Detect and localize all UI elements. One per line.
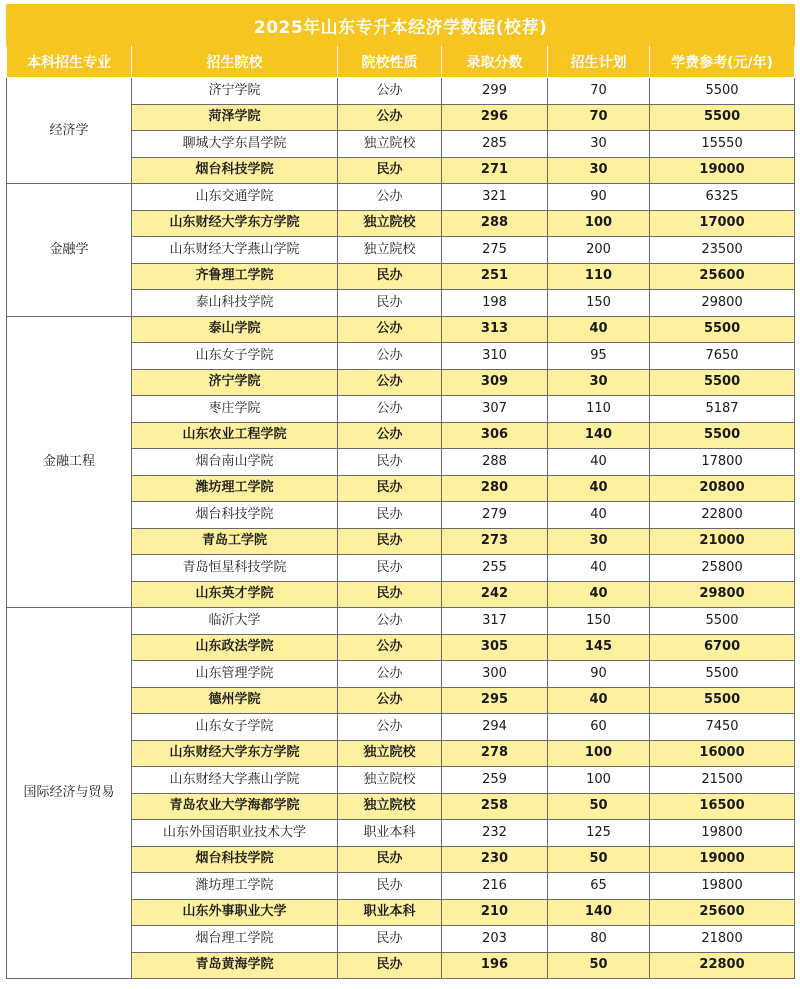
fee-cell: 22800 (650, 502, 795, 529)
score-cell: 313 (442, 316, 548, 343)
plan-cell: 95 (548, 343, 650, 370)
type-cell: 民办 (338, 449, 442, 476)
column-header-type: 院校性质 (338, 46, 442, 78)
fee-cell: 22800 (650, 952, 795, 979)
plan-cell: 50 (548, 793, 650, 820)
type-cell: 独立院校 (338, 767, 442, 794)
score-cell: 305 (442, 634, 548, 661)
score-cell: 255 (442, 555, 548, 582)
school-cell: 山东管理学院 (132, 661, 338, 688)
fee-cell: 5500 (650, 104, 795, 131)
score-cell: 321 (442, 184, 548, 211)
fee-cell: 20800 (650, 475, 795, 502)
school-cell: 山东交通学院 (132, 184, 338, 211)
fee-cell: 25600 (650, 263, 795, 290)
type-cell: 公办 (338, 422, 442, 449)
type-cell: 公办 (338, 608, 442, 635)
type-cell: 独立院校 (338, 210, 442, 237)
school-cell: 山东财经大学燕山学院 (132, 767, 338, 794)
type-cell: 公办 (338, 184, 442, 211)
plan-cell: 65 (548, 873, 650, 900)
fee-cell: 23500 (650, 237, 795, 264)
type-cell: 公办 (338, 714, 442, 741)
header-row (7, 46, 795, 78)
fee-cell: 19800 (650, 873, 795, 900)
score-cell: 203 (442, 926, 548, 953)
column-header-score: 录取分数 (442, 46, 548, 78)
type-cell: 独立院校 (338, 740, 442, 767)
type-cell: 民办 (338, 475, 442, 502)
plan-cell: 40 (548, 581, 650, 608)
plan-cell: 125 (548, 820, 650, 847)
school-cell: 山东英才学院 (132, 581, 338, 608)
fee-cell: 5500 (650, 316, 795, 343)
score-cell: 271 (442, 157, 548, 184)
fee-cell: 19000 (650, 846, 795, 873)
fee-cell: 25600 (650, 899, 795, 926)
plan-cell: 140 (548, 899, 650, 926)
score-cell: 275 (442, 237, 548, 264)
score-cell: 259 (442, 767, 548, 794)
school-cell: 青岛黄海学院 (132, 952, 338, 979)
type-cell: 独立院校 (338, 131, 442, 158)
school-cell: 山东外事职业大学 (132, 899, 338, 926)
school-cell: 山东女子学院 (132, 714, 338, 741)
type-cell: 公办 (338, 78, 442, 105)
score-cell: 278 (442, 740, 548, 767)
plan-cell: 30 (548, 157, 650, 184)
fee-cell: 5500 (650, 608, 795, 635)
score-cell: 288 (442, 210, 548, 237)
school-cell: 枣庄学院 (132, 396, 338, 423)
fee-cell: 5500 (650, 422, 795, 449)
type-cell: 公办 (338, 661, 442, 688)
type-cell: 公办 (338, 369, 442, 396)
fee-cell: 21000 (650, 528, 795, 555)
major-cell: 金融工程 (7, 316, 132, 608)
score-cell: 196 (442, 952, 548, 979)
type-cell: 民办 (338, 290, 442, 317)
fee-cell: 5500 (650, 369, 795, 396)
fee-cell: 5500 (650, 661, 795, 688)
school-cell: 烟台理工学院 (132, 926, 338, 953)
type-cell: 独立院校 (338, 237, 442, 264)
title-row (7, 5, 795, 46)
type-cell: 公办 (338, 343, 442, 370)
type-cell: 公办 (338, 104, 442, 131)
column-header-school: 招生院校 (132, 46, 338, 78)
table-body (7, 78, 795, 979)
score-cell: 273 (442, 528, 548, 555)
plan-cell: 70 (548, 104, 650, 131)
plan-cell: 50 (548, 846, 650, 873)
school-cell: 烟台科技学院 (132, 157, 338, 184)
column-header-major: 本科招生专业 (7, 46, 132, 78)
plan-cell: 140 (548, 422, 650, 449)
score-cell: 295 (442, 687, 548, 714)
type-cell: 民办 (338, 926, 442, 953)
plan-cell: 80 (548, 926, 650, 953)
plan-cell: 60 (548, 714, 650, 741)
plan-cell: 200 (548, 237, 650, 264)
fee-cell: 6325 (650, 184, 795, 211)
fee-cell: 29800 (650, 581, 795, 608)
plan-cell: 100 (548, 767, 650, 794)
plan-cell: 70 (548, 78, 650, 105)
fee-cell: 5500 (650, 687, 795, 714)
school-cell: 山东农业工程学院 (132, 422, 338, 449)
score-cell: 232 (442, 820, 548, 847)
type-cell: 民办 (338, 581, 442, 608)
school-cell: 齐鲁理工学院 (132, 263, 338, 290)
school-cell: 潍坊理工学院 (132, 475, 338, 502)
admission-table (6, 4, 795, 979)
type-cell: 民办 (338, 873, 442, 900)
type-cell: 民办 (338, 157, 442, 184)
score-cell: 300 (442, 661, 548, 688)
type-cell: 民办 (338, 502, 442, 529)
plan-cell: 40 (548, 475, 650, 502)
school-cell: 山东政法学院 (132, 634, 338, 661)
table-title: 2025年山东专升本经济学数据(校荐) (7, 5, 795, 46)
plan-cell: 110 (548, 396, 650, 423)
column-header-plan: 招生计划 (548, 46, 650, 78)
type-cell: 职业本科 (338, 899, 442, 926)
type-cell: 职业本科 (338, 820, 442, 847)
fee-cell: 5500 (650, 78, 795, 105)
score-cell: 294 (442, 714, 548, 741)
fee-cell: 7650 (650, 343, 795, 370)
type-cell: 民办 (338, 555, 442, 582)
major-cell: 经济学 (7, 78, 132, 184)
score-cell: 258 (442, 793, 548, 820)
plan-cell: 40 (548, 449, 650, 476)
major-cell: 国际经济与贸易 (7, 608, 132, 979)
column-header-fee: 学费参考(元/年) (650, 46, 795, 78)
plan-cell: 145 (548, 634, 650, 661)
plan-cell: 150 (548, 608, 650, 635)
school-cell: 济宁学院 (132, 78, 338, 105)
plan-cell: 110 (548, 263, 650, 290)
fee-cell: 5187 (650, 396, 795, 423)
school-cell: 临沂大学 (132, 608, 338, 635)
score-cell: 216 (442, 873, 548, 900)
plan-cell: 90 (548, 661, 650, 688)
school-cell: 山东财经大学燕山学院 (132, 237, 338, 264)
school-cell: 山东财经大学东方学院 (132, 740, 338, 767)
type-cell: 民办 (338, 846, 442, 873)
school-cell: 烟台科技学院 (132, 502, 338, 529)
school-cell: 青岛农业大学海都学院 (132, 793, 338, 820)
fee-cell: 21800 (650, 926, 795, 953)
score-cell: 230 (442, 846, 548, 873)
plan-cell: 150 (548, 290, 650, 317)
fee-cell: 7450 (650, 714, 795, 741)
score-cell: 299 (442, 78, 548, 105)
school-cell: 青岛恒星科技学院 (132, 555, 338, 582)
score-cell: 210 (442, 899, 548, 926)
fee-cell: 25800 (650, 555, 795, 582)
type-cell: 公办 (338, 316, 442, 343)
school-cell: 潍坊理工学院 (132, 873, 338, 900)
table-row (7, 184, 795, 211)
score-cell: 279 (442, 502, 548, 529)
fee-cell: 21500 (650, 767, 795, 794)
score-cell: 310 (442, 343, 548, 370)
school-cell: 聊城大学东昌学院 (132, 131, 338, 158)
plan-cell: 30 (548, 369, 650, 396)
type-cell: 民办 (338, 263, 442, 290)
type-cell: 公办 (338, 687, 442, 714)
plan-cell: 40 (548, 316, 650, 343)
type-cell: 公办 (338, 634, 442, 661)
fee-cell: 17000 (650, 210, 795, 237)
school-cell: 山东外国语职业技术大学 (132, 820, 338, 847)
school-cell: 泰山科技学院 (132, 290, 338, 317)
score-cell: 288 (442, 449, 548, 476)
school-cell: 山东财经大学东方学院 (132, 210, 338, 237)
score-cell: 280 (442, 475, 548, 502)
school-cell: 菏泽学院 (132, 104, 338, 131)
school-cell: 济宁学院 (132, 369, 338, 396)
score-cell: 285 (442, 131, 548, 158)
school-cell: 青岛工学院 (132, 528, 338, 555)
fee-cell: 6700 (650, 634, 795, 661)
type-cell: 公办 (338, 396, 442, 423)
fee-cell: 17800 (650, 449, 795, 476)
score-cell: 306 (442, 422, 548, 449)
type-cell: 独立院校 (338, 793, 442, 820)
major-cell: 金融学 (7, 184, 132, 317)
plan-cell: 50 (548, 952, 650, 979)
plan-cell: 30 (548, 131, 650, 158)
plan-cell: 30 (548, 528, 650, 555)
fee-cell: 15550 (650, 131, 795, 158)
score-cell: 242 (442, 581, 548, 608)
score-cell: 198 (442, 290, 548, 317)
fee-cell: 16500 (650, 793, 795, 820)
fee-cell: 29800 (650, 290, 795, 317)
fee-cell: 16000 (650, 740, 795, 767)
plan-cell: 40 (548, 555, 650, 582)
school-cell: 泰山学院 (132, 316, 338, 343)
school-cell: 烟台科技学院 (132, 846, 338, 873)
score-cell: 317 (442, 608, 548, 635)
type-cell: 民办 (338, 952, 442, 979)
score-cell: 296 (442, 104, 548, 131)
score-cell: 307 (442, 396, 548, 423)
table-row (7, 608, 795, 635)
score-cell: 251 (442, 263, 548, 290)
plan-cell: 100 (548, 210, 650, 237)
fee-cell: 19000 (650, 157, 795, 184)
plan-cell: 100 (548, 740, 650, 767)
table-row (7, 316, 795, 343)
table-row (7, 78, 795, 105)
type-cell: 民办 (338, 528, 442, 555)
score-cell: 309 (442, 369, 548, 396)
fee-cell: 19800 (650, 820, 795, 847)
plan-cell: 90 (548, 184, 650, 211)
school-cell: 山东女子学院 (132, 343, 338, 370)
school-cell: 德州学院 (132, 687, 338, 714)
plan-cell: 40 (548, 502, 650, 529)
plan-cell: 40 (548, 687, 650, 714)
school-cell: 烟台南山学院 (132, 449, 338, 476)
